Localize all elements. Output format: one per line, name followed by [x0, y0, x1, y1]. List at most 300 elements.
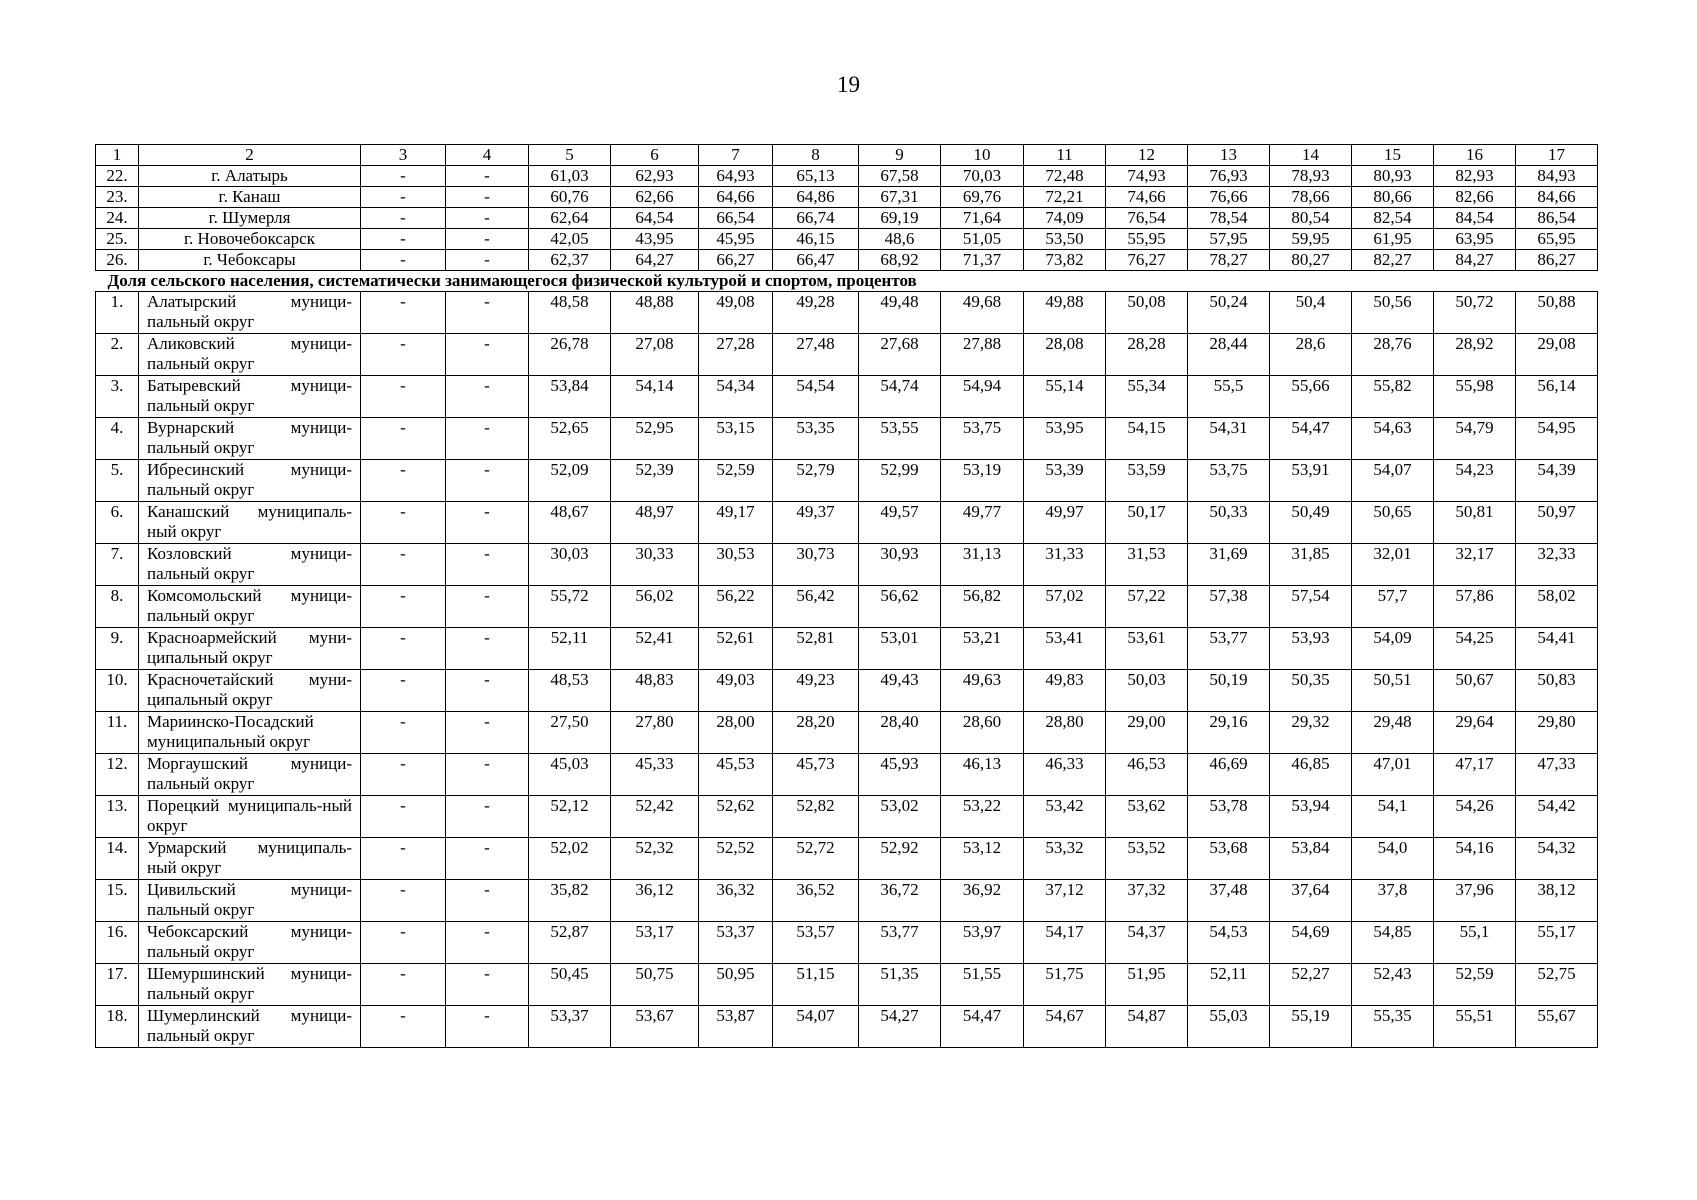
value-cell: 57,02: [1024, 586, 1106, 628]
value-cell: 51,05: [941, 229, 1024, 250]
value-cell: 53,41: [1024, 628, 1106, 670]
value-cell: 32,33: [1516, 544, 1598, 586]
row-number-cell: 18.: [96, 1006, 139, 1048]
table-row: [96, 796, 1598, 838]
municipality-name-cell: Батыревский муници-пальный округ: [139, 376, 361, 418]
value-cell: 50,4: [1270, 292, 1352, 334]
value-cell: 49,57: [859, 502, 941, 544]
value-cell: 52,61: [699, 628, 773, 670]
row-number-cell: 26.: [96, 250, 139, 271]
value-cell: 50,49: [1270, 502, 1352, 544]
municipality-name-cell: Ибресинский муници-пальный округ: [139, 460, 361, 502]
value-cell: 50,83: [1516, 670, 1598, 712]
value-cell: 45,53: [699, 754, 773, 796]
value-cell: 55,66: [1270, 376, 1352, 418]
value-cell: 57,95: [1188, 229, 1270, 250]
value-cell: 52,99: [859, 460, 941, 502]
value-cell: 45,95: [699, 229, 773, 250]
value-cell: 51,35: [859, 964, 941, 1006]
value-cell: 54,67: [1024, 1006, 1106, 1048]
value-cell: 70,03: [941, 166, 1024, 187]
value-cell: 80,66: [1352, 187, 1434, 208]
value-cell: 84,93: [1516, 166, 1598, 187]
value-cell: 52,79: [773, 460, 859, 502]
column-3-cell: -: [361, 712, 446, 754]
value-cell: 69,19: [859, 208, 941, 229]
value-cell: 84,66: [1516, 187, 1598, 208]
municipality-name-cell: г. Канаш: [139, 187, 361, 208]
value-cell: 66,47: [773, 250, 859, 271]
value-cell: 27,50: [529, 712, 611, 754]
page-number: 19: [837, 72, 860, 97]
value-cell: 53,94: [1270, 796, 1352, 838]
value-cell: 54,16: [1434, 838, 1516, 880]
column-3-cell: -: [361, 754, 446, 796]
value-cell: 49,68: [941, 292, 1024, 334]
value-cell: 27,88: [941, 334, 1024, 376]
value-cell: 46,53: [1106, 754, 1188, 796]
value-cell: 63,95: [1434, 229, 1516, 250]
indicator-table: [95, 144, 1598, 1048]
value-cell: 50,51: [1352, 670, 1434, 712]
value-cell: 51,75: [1024, 964, 1106, 1006]
value-cell: 53,68: [1188, 838, 1270, 880]
value-cell: 54,15: [1106, 418, 1188, 460]
value-cell: 82,66: [1434, 187, 1516, 208]
value-cell: 53,50: [1024, 229, 1106, 250]
value-cell: 52,59: [1434, 964, 1516, 1006]
value-cell: 52,09: [529, 460, 611, 502]
column-number-cell: 1: [96, 145, 139, 166]
value-cell: 37,64: [1270, 880, 1352, 922]
column-number-cell: 4: [446, 145, 529, 166]
value-cell: 54,53: [1188, 922, 1270, 964]
column-4-cell: -: [446, 880, 529, 922]
value-cell: 50,17: [1106, 502, 1188, 544]
value-cell: 50,45: [529, 964, 611, 1006]
value-cell: 26,78: [529, 334, 611, 376]
column-number-cell: 16: [1434, 145, 1516, 166]
value-cell: 53,57: [773, 922, 859, 964]
value-cell: 76,54: [1106, 208, 1188, 229]
value-cell: 54,32: [1516, 838, 1598, 880]
value-cell: 47,01: [1352, 754, 1434, 796]
value-cell: 55,19: [1270, 1006, 1352, 1048]
value-cell: 30,93: [859, 544, 941, 586]
column-4-cell: -: [446, 376, 529, 418]
value-cell: 57,86: [1434, 586, 1516, 628]
value-cell: 50,35: [1270, 670, 1352, 712]
column-number-cell: 13: [1188, 145, 1270, 166]
value-cell: 45,73: [773, 754, 859, 796]
value-cell: 52,42: [611, 796, 699, 838]
value-cell: 54,39: [1516, 460, 1598, 502]
value-cell: 51,55: [941, 964, 1024, 1006]
municipality-name-cell: Алатырский муници-пальный округ: [139, 292, 361, 334]
value-cell: 52,41: [611, 628, 699, 670]
value-cell: 46,85: [1270, 754, 1352, 796]
value-cell: 52,43: [1352, 964, 1434, 1006]
value-cell: 27,48: [773, 334, 859, 376]
column-3-cell: -: [361, 376, 446, 418]
column-3-cell: -: [361, 229, 446, 250]
value-cell: 29,00: [1106, 712, 1188, 754]
value-cell: 53,61: [1106, 628, 1188, 670]
value-cell: 68,92: [859, 250, 941, 271]
value-cell: 55,03: [1188, 1006, 1270, 1048]
value-cell: 29,08: [1516, 334, 1598, 376]
value-cell: 53,67: [611, 1006, 699, 1048]
column-number-cell: 2: [139, 145, 361, 166]
value-cell: 53,17: [611, 922, 699, 964]
value-cell: 29,16: [1188, 712, 1270, 754]
value-cell: 37,32: [1106, 880, 1188, 922]
column-3-cell: -: [361, 586, 446, 628]
value-cell: 64,86: [773, 187, 859, 208]
value-cell: 52,11: [1188, 964, 1270, 1006]
value-cell: 84,54: [1434, 208, 1516, 229]
row-number-cell: 9.: [96, 628, 139, 670]
table-row: [96, 1006, 1598, 1048]
value-cell: 49,43: [859, 670, 941, 712]
value-cell: 55,51: [1434, 1006, 1516, 1048]
value-cell: 37,8: [1352, 880, 1434, 922]
value-cell: 29,48: [1352, 712, 1434, 754]
value-cell: 76,93: [1188, 166, 1270, 187]
value-cell: 56,42: [773, 586, 859, 628]
table-row: [96, 460, 1598, 502]
value-cell: 62,66: [611, 187, 699, 208]
value-cell: 54,26: [1434, 796, 1516, 838]
value-cell: 53,75: [1188, 460, 1270, 502]
column-number-cell: 7: [699, 145, 773, 166]
value-cell: 54,1: [1352, 796, 1434, 838]
value-cell: 82,27: [1352, 250, 1434, 271]
value-cell: 76,27: [1106, 250, 1188, 271]
value-cell: 52,11: [529, 628, 611, 670]
value-cell: 28,40: [859, 712, 941, 754]
column-4-cell: -: [446, 187, 529, 208]
row-number-cell: 15.: [96, 880, 139, 922]
value-cell: 53,59: [1106, 460, 1188, 502]
value-cell: 50,65: [1352, 502, 1434, 544]
value-cell: 29,64: [1434, 712, 1516, 754]
table-row: [96, 922, 1598, 964]
value-cell: 48,58: [529, 292, 611, 334]
value-cell: 56,02: [611, 586, 699, 628]
value-cell: 50,67: [1434, 670, 1516, 712]
value-cell: 54,41: [1516, 628, 1598, 670]
column-3-cell: -: [361, 502, 446, 544]
column-number-cell: 5: [529, 145, 611, 166]
value-cell: 28,20: [773, 712, 859, 754]
value-cell: 49,63: [941, 670, 1024, 712]
value-cell: 53,37: [699, 922, 773, 964]
value-cell: 59,95: [1270, 229, 1352, 250]
municipality-name-cell: Канашский муниципаль-ный округ: [139, 502, 361, 544]
value-cell: 47,33: [1516, 754, 1598, 796]
value-cell: 46,15: [773, 229, 859, 250]
table-row: [96, 229, 1598, 250]
value-cell: 55,98: [1434, 376, 1516, 418]
value-cell: 52,72: [773, 838, 859, 880]
value-cell: 50,97: [1516, 502, 1598, 544]
column-3-cell: -: [361, 670, 446, 712]
column-3-cell: -: [361, 334, 446, 376]
value-cell: 45,33: [611, 754, 699, 796]
value-cell: 48,67: [529, 502, 611, 544]
value-cell: 54,85: [1352, 922, 1434, 964]
row-number-cell: 7.: [96, 544, 139, 586]
value-cell: 54,25: [1434, 628, 1516, 670]
value-cell: 55,1: [1434, 922, 1516, 964]
table-row: [96, 376, 1598, 418]
value-cell: 53,19: [941, 460, 1024, 502]
value-cell: 49,97: [1024, 502, 1106, 544]
municipality-name-cell: Урмарский муниципаль-ный округ: [139, 838, 361, 880]
value-cell: 48,53: [529, 670, 611, 712]
value-cell: 52,82: [773, 796, 859, 838]
column-4-cell: -: [446, 502, 529, 544]
column-3-cell: -: [361, 922, 446, 964]
value-cell: 82,54: [1352, 208, 1434, 229]
column-3-cell: -: [361, 796, 446, 838]
value-cell: 61,95: [1352, 229, 1434, 250]
value-cell: 54,79: [1434, 418, 1516, 460]
value-cell: 52,95: [611, 418, 699, 460]
value-cell: 45,93: [859, 754, 941, 796]
value-cell: 49,83: [1024, 670, 1106, 712]
value-cell: 32,01: [1352, 544, 1434, 586]
value-cell: 54,09: [1352, 628, 1434, 670]
value-cell: 42,05: [529, 229, 611, 250]
value-cell: 53,77: [859, 922, 941, 964]
value-cell: 36,92: [941, 880, 1024, 922]
table-row: [96, 250, 1598, 271]
value-cell: 37,12: [1024, 880, 1106, 922]
value-cell: 54,23: [1434, 460, 1516, 502]
column-number-cell: 14: [1270, 145, 1352, 166]
value-cell: 56,82: [941, 586, 1024, 628]
column-4-cell: -: [446, 544, 529, 586]
value-cell: 53,42: [1024, 796, 1106, 838]
column-number-row: [96, 145, 1598, 166]
value-cell: 53,32: [1024, 838, 1106, 880]
municipality-name-cell: Козловский муници-пальный округ: [139, 544, 361, 586]
value-cell: 36,12: [611, 880, 699, 922]
value-cell: 28,76: [1352, 334, 1434, 376]
value-cell: 58,02: [1516, 586, 1598, 628]
value-cell: 61,03: [529, 166, 611, 187]
municipality-name-cell: Мариинско-Посадский муниципальный округ: [139, 712, 361, 754]
municipality-name-cell: Красночетайский муни-ципальный округ: [139, 670, 361, 712]
value-cell: 56,62: [859, 586, 941, 628]
value-cell: 27,80: [611, 712, 699, 754]
value-cell: 31,33: [1024, 544, 1106, 586]
value-cell: 66,27: [699, 250, 773, 271]
value-cell: 46,33: [1024, 754, 1106, 796]
value-cell: 80,27: [1270, 250, 1352, 271]
value-cell: 65,95: [1516, 229, 1598, 250]
value-cell: 72,21: [1024, 187, 1106, 208]
value-cell: 46,13: [941, 754, 1024, 796]
value-cell: 31,69: [1188, 544, 1270, 586]
value-cell: 27,68: [859, 334, 941, 376]
column-4-cell: -: [446, 922, 529, 964]
column-4-cell: -: [446, 796, 529, 838]
value-cell: 54,63: [1352, 418, 1434, 460]
value-cell: 28,80: [1024, 712, 1106, 754]
column-number-cell: 17: [1516, 145, 1598, 166]
value-cell: 52,92: [859, 838, 941, 880]
value-cell: 80,54: [1270, 208, 1352, 229]
value-cell: 53,95: [1024, 418, 1106, 460]
value-cell: 52,12: [529, 796, 611, 838]
table-row: [96, 166, 1598, 187]
value-cell: 36,52: [773, 880, 859, 922]
value-cell: 53,37: [529, 1006, 611, 1048]
column-4-cell: -: [446, 229, 529, 250]
value-cell: 62,93: [611, 166, 699, 187]
table-row: [96, 712, 1598, 754]
value-cell: 28,00: [699, 712, 773, 754]
value-cell: 65,13: [773, 166, 859, 187]
municipality-name-cell: Шемуршинский муници-пальный округ: [139, 964, 361, 1006]
value-cell: 29,32: [1270, 712, 1352, 754]
value-cell: 54,42: [1516, 796, 1598, 838]
value-cell: 36,32: [699, 880, 773, 922]
value-cell: 54,69: [1270, 922, 1352, 964]
value-cell: 54,95: [1516, 418, 1598, 460]
column-number-cell: 3: [361, 145, 446, 166]
value-cell: 53,12: [941, 838, 1024, 880]
value-cell: 28,6: [1270, 334, 1352, 376]
value-cell: 78,54: [1188, 208, 1270, 229]
value-cell: 50,95: [699, 964, 773, 1006]
value-cell: 60,76: [529, 187, 611, 208]
value-cell: 54,34: [699, 376, 773, 418]
column-4-cell: -: [446, 208, 529, 229]
row-number-cell: 6.: [96, 502, 139, 544]
value-cell: 50,24: [1188, 292, 1270, 334]
column-3-cell: -: [361, 292, 446, 334]
value-cell: 55,95: [1106, 229, 1188, 250]
value-cell: 48,83: [611, 670, 699, 712]
value-cell: 52,87: [529, 922, 611, 964]
value-cell: 52,59: [699, 460, 773, 502]
column-3-cell: -: [361, 418, 446, 460]
column-4-cell: -: [446, 166, 529, 187]
row-number-cell: 3.: [96, 376, 139, 418]
value-cell: 67,58: [859, 166, 941, 187]
row-number-cell: 1.: [96, 292, 139, 334]
row-number-cell: 8.: [96, 586, 139, 628]
value-cell: 78,27: [1188, 250, 1270, 271]
row-number-cell: 2.: [96, 334, 139, 376]
value-cell: 54,37: [1106, 922, 1188, 964]
value-cell: 48,6: [859, 229, 941, 250]
value-cell: 38,12: [1516, 880, 1598, 922]
table-row: [96, 292, 1598, 334]
column-3-cell: -: [361, 250, 446, 271]
value-cell: 28,60: [941, 712, 1024, 754]
value-cell: 46,69: [1188, 754, 1270, 796]
value-cell: 27,28: [699, 334, 773, 376]
column-4-cell: -: [446, 754, 529, 796]
table-row: [96, 586, 1598, 628]
value-cell: 54,0: [1352, 838, 1434, 880]
value-cell: 52,32: [611, 838, 699, 880]
value-cell: 53,55: [859, 418, 941, 460]
value-cell: 53,62: [1106, 796, 1188, 838]
row-number-cell: 14.: [96, 838, 139, 880]
column-3-cell: -: [361, 1006, 446, 1048]
value-cell: 78,66: [1270, 187, 1352, 208]
value-cell: 48,88: [611, 292, 699, 334]
value-cell: 32,17: [1434, 544, 1516, 586]
value-cell: 37,48: [1188, 880, 1270, 922]
row-number-cell: 22.: [96, 166, 139, 187]
value-cell: 30,33: [611, 544, 699, 586]
table-row: [96, 208, 1598, 229]
column-3-cell: -: [361, 838, 446, 880]
value-cell: 53,22: [941, 796, 1024, 838]
column-4-cell: -: [446, 838, 529, 880]
value-cell: 82,93: [1434, 166, 1516, 187]
value-cell: 35,82: [529, 880, 611, 922]
value-cell: 55,34: [1106, 376, 1188, 418]
table-row: [96, 670, 1598, 712]
table-row: [96, 838, 1598, 880]
column-3-cell: -: [361, 187, 446, 208]
value-cell: 53,02: [859, 796, 941, 838]
value-cell: 78,93: [1270, 166, 1352, 187]
row-number-cell: 17.: [96, 964, 139, 1006]
value-cell: 53,78: [1188, 796, 1270, 838]
value-cell: 57,7: [1352, 586, 1434, 628]
value-cell: 30,03: [529, 544, 611, 586]
value-cell: 30,53: [699, 544, 773, 586]
column-4-cell: -: [446, 418, 529, 460]
section-title: Доля сельского населения, систематически занимающегося физической культурой и спортом, процентов: [96, 271, 1598, 292]
table-row: [96, 964, 1598, 1006]
municipality-name-cell: Моргаушский муници-пальный округ: [139, 754, 361, 796]
value-cell: 55,35: [1352, 1006, 1434, 1048]
table-row: [96, 334, 1598, 376]
value-cell: 27,08: [611, 334, 699, 376]
column-4-cell: -: [446, 334, 529, 376]
value-cell: 53,15: [699, 418, 773, 460]
column-number-cell: 12: [1106, 145, 1188, 166]
column-number-cell: 9: [859, 145, 941, 166]
value-cell: 64,27: [611, 250, 699, 271]
municipality-name-cell: г. Алатырь: [139, 166, 361, 187]
value-cell: 47,17: [1434, 754, 1516, 796]
value-cell: 55,82: [1352, 376, 1434, 418]
column-3-cell: -: [361, 628, 446, 670]
row-number-cell: 5.: [96, 460, 139, 502]
table-row: [96, 502, 1598, 544]
value-cell: 49,77: [941, 502, 1024, 544]
value-cell: 28,92: [1434, 334, 1516, 376]
value-cell: 52,65: [529, 418, 611, 460]
row-number-cell: 4.: [96, 418, 139, 460]
value-cell: 55,67: [1516, 1006, 1598, 1048]
value-cell: 52,62: [699, 796, 773, 838]
value-cell: 50,03: [1106, 670, 1188, 712]
value-cell: 64,93: [699, 166, 773, 187]
value-cell: 50,75: [611, 964, 699, 1006]
